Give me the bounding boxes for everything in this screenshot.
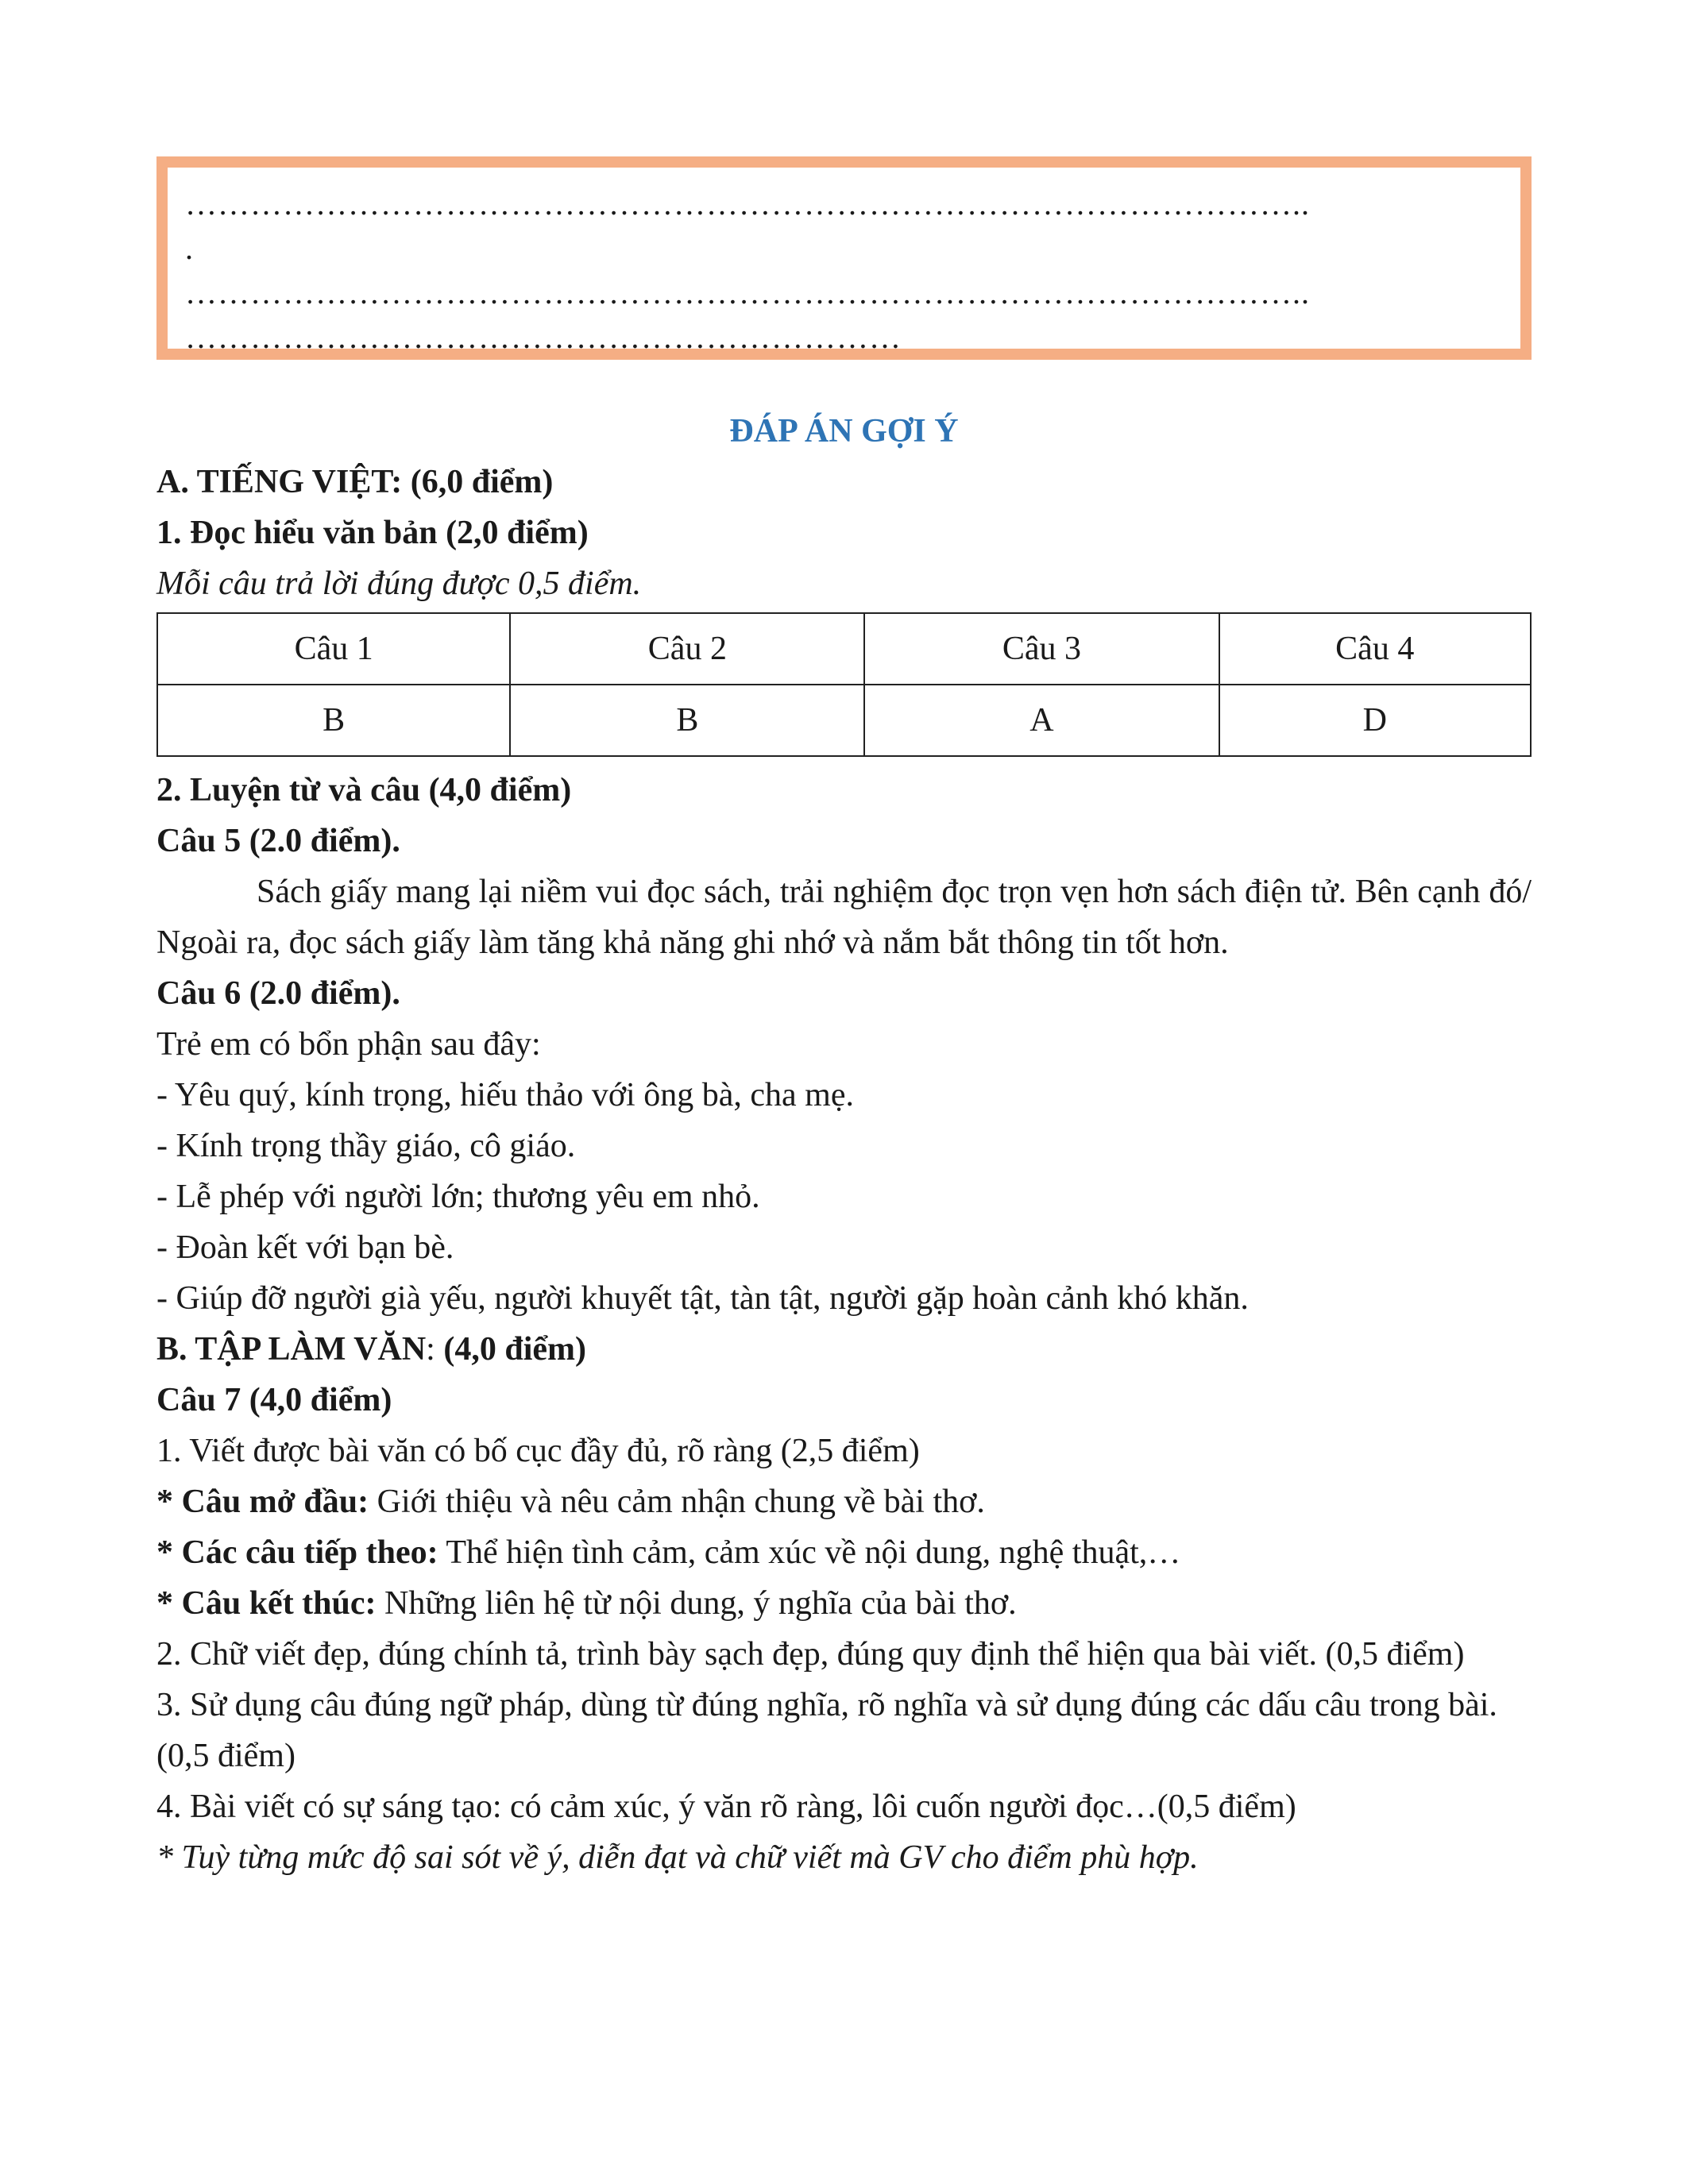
criterion-1: 1. Viết được bài văn có bố cục đầy đủ, rõ ràng (2,5 điểm) [156,1433,920,1469]
criterion-3: 3. Sử dụng câu đúng ngữ pháp, dùng từ đúng nghĩa, rõ nghĩa và sử dụng đúng các dấu câu trong bài. (0,5 điểm) [156,1687,1497,1774]
list-item: - Kính trọng thầy giáo, cô giáo. [156,1128,576,1164]
section-b-heading [156,1324,1532,1375]
part1-heading: 1. Đọc hiểu văn bản (2,0 điểm) [156,515,589,551]
list-item [156,1476,1532,1527]
section-b-points: (4,0 điểm) [443,1331,586,1368]
part-label: * Câu kết thúc: [156,1585,377,1622]
part-text: Những liên hệ từ nội dung, ý nghĩa của bài thơ. [376,1585,1017,1622]
q7-heading: Câu 7 (4,0 điểm) [156,1382,392,1418]
table-answer-cell: B [510,685,864,756]
table-header-cell: Câu 1 [157,613,510,685]
table-header-cell: Câu 4 [1219,613,1532,685]
list-item: - Giúp đỡ người già yếu, người khuyết tật, tàn tật, người gặp hoàn cảnh khó khăn. [156,1280,1249,1317]
part-text: Thể hiện tình cảm, cảm xúc về nội dung, nghệ thuật,… [438,1534,1181,1571]
dotted-line-1: ………………………………………………………………………………………….. [185,186,1310,222]
q5-heading: Câu 5 (2.0 điểm). [156,823,400,859]
table-header-cell: Câu 3 [864,613,1219,685]
table-answer-cell: B [157,685,510,756]
table-answer-cell: A [864,685,1219,756]
answer-writing-box [156,156,1532,360]
grading-note: * Tuỳ từng mức độ sai sót về ý, diễn đạt và chữ viết mà GV cho điểm phù hợp. [156,1839,1199,1876]
list-item [156,1578,1532,1629]
q5-answer: Sách giấy mang lại niềm vui đọc sách, trải nghiệm đọc trọn vẹn hơn sách điện tử. Bên cạnh đó/ Ngoài ra, đọc sách giấy làm tăng khả năng ghi nhớ và nắm bắt thông tin tốt hơn. [156,874,1532,961]
criterion-2: 2. Chữ viết đẹp, đúng chính tả, trình bày sạch đẹp, đúng quy định thể hiện qua bài viết. (0,5 điểm) [156,1636,1465,1673]
document-page [156,156,1532,1883]
list-item: - Đoàn kết với bạn bè. [156,1229,454,1266]
answer-table [156,612,1532,757]
q6-heading: Câu 6 (2.0 điểm). [156,975,400,1012]
part1-note: Mỗi câu trả lời đúng được 0,5 điểm. [156,565,642,602]
list-item: - Lễ phép với người lớn; thương yêu em nhỏ. [156,1179,760,1215]
table-answer-cell: D [1219,685,1532,756]
dotted-line-4: ………………………………………………………… [185,319,902,355]
section-b-colon: : [426,1331,444,1368]
table-row [157,685,1531,756]
dotted-line-3: ………………………………………………………………………………………….. [185,275,1310,311]
criterion-4: 4. Bài viết có sự sáng tạo: có cảm xúc, ý văn rõ ràng, lôi cuốn người đọc…(0,5 điểm) [156,1788,1296,1825]
section-a-heading: A. TIẾNG VIỆT: (6,0 điểm) [156,464,554,500]
answer-key-title: ĐÁP ÁN GỢI Ý [729,413,959,450]
part2-heading: 2. Luyện từ và câu (4,0 điểm) [156,772,572,808]
table-header-cell: Câu 2 [510,613,864,685]
table-header-row [157,613,1531,685]
part-text: Giới thiệu và nêu cảm nhận chung về bài thơ. [369,1484,985,1520]
list-item: - Yêu quý, kính trọng, hiếu thảo với ông bà, cha mẹ. [156,1077,854,1113]
part-label: * Câu mở đầu: [156,1484,369,1520]
part-label: * Các câu tiếp theo: [156,1534,438,1571]
q6-intro: Trẻ em có bổn phận sau đây: [156,1026,541,1063]
dotted-line-2: . [185,230,194,266]
section-b-title: B. TẬP LÀM VĂN [156,1331,427,1368]
list-item [156,1527,1532,1578]
